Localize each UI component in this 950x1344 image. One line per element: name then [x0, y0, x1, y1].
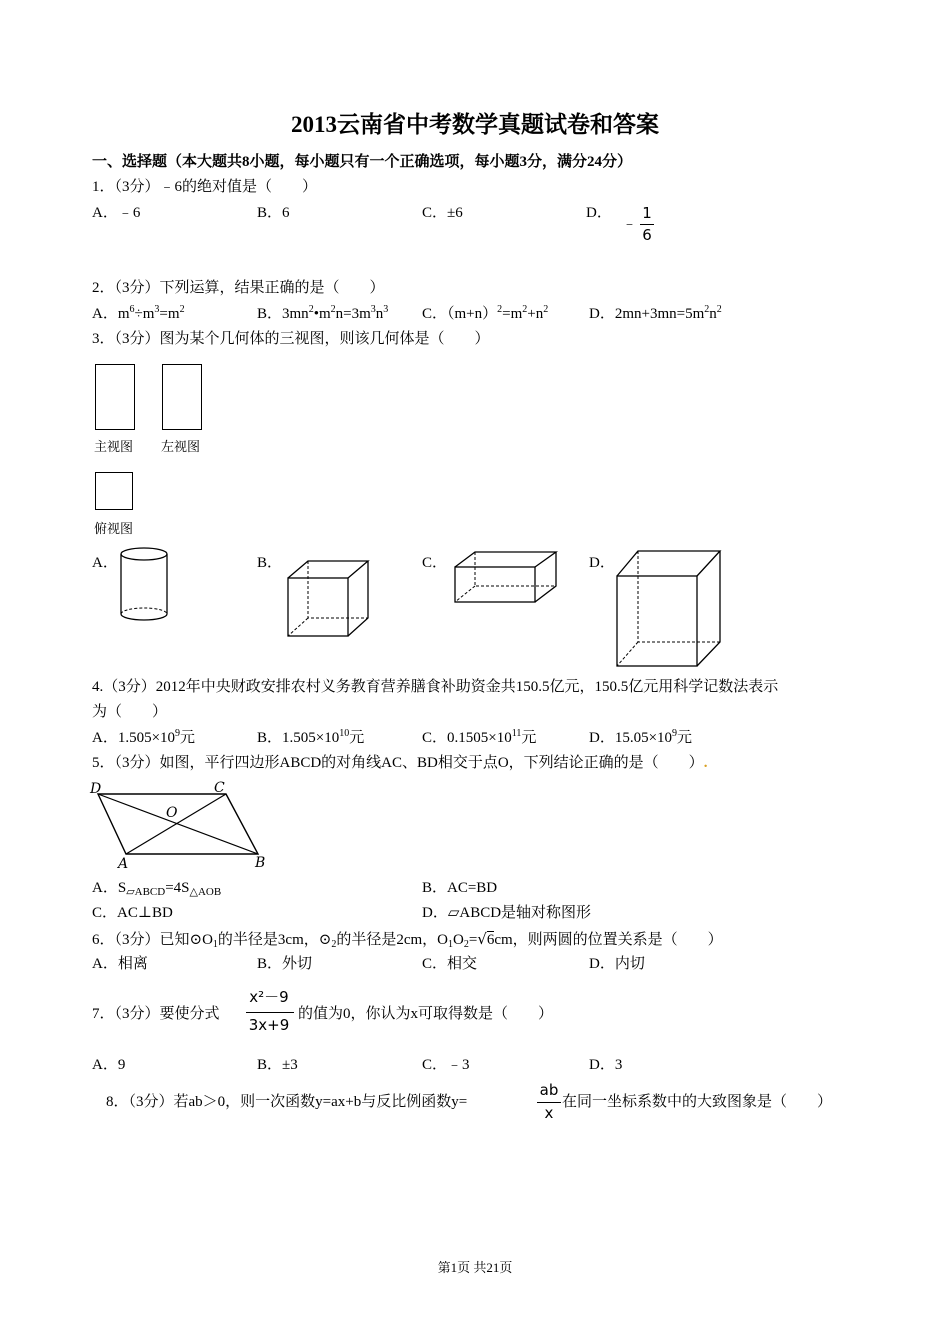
center-label-o: O: [166, 805, 178, 821]
cylinder-figure: [118, 546, 172, 626]
vertex-label-c: C: [214, 780, 225, 796]
top-view-caption: 俯视图: [94, 522, 134, 537]
question-1-stem: 1．（3分）﹣6的绝对值是（ ）: [92, 179, 318, 195]
cube-figure: [284, 558, 374, 640]
vertex-label-b: B: [255, 855, 266, 871]
question-5-stem: 5．（3分）如图，平行四边形ABCD的对角线AC、BD相交于点O，下列结论正确的是（ ）.: [92, 755, 708, 771]
sqrt-icon: √: [477, 930, 487, 948]
q1-option-d[interactable]: D．: [586, 205, 612, 221]
left-view-rect: [162, 364, 202, 430]
question-6-stem: 6．（3分）已知$⊙O_1$的半径是3cm，$⊙_2$的半径是2cm，$O_1O_2=√6cm$，则两圆的位置关系是（ ）: [92, 930, 723, 950]
q5-option-a[interactable]: A．$S_{▱ABCD}=4S_{\triangle AOB}$: [92, 880, 222, 898]
question-3-stem: 3．（3分）图为某个几何体的三视图，则该几何体是（ ）: [92, 331, 490, 347]
q2-option-d[interactable]: D．$2mn+3mn=5m^2n^2$: [589, 304, 722, 322]
q6-option-b[interactable]: B．外切: [257, 956, 313, 972]
q4-option-d[interactable]: D．$15.05\times 10^9$元: [589, 728, 693, 746]
q5-option-b[interactable]: B．AC=BD: [422, 880, 498, 896]
question-7-pre: 7．（3分）要使分式: [92, 1006, 220, 1022]
q7-option-d[interactable]: D．3: [589, 1057, 623, 1073]
q1-d-numerator: 1: [642, 204, 652, 222]
flat-box-figure: [452, 550, 562, 606]
q2-option-a[interactable]: A．$m^6\div m^3=m^2$: [92, 304, 185, 322]
q1-fraction-bar: [640, 224, 654, 225]
q1-d-sign: ﹣: [622, 214, 638, 232]
q5-option-c[interactable]: C．AC⊥BD: [92, 905, 173, 921]
question-8-pre: 8．（3分）若ab＞0，则一次函数y=ax+b与反比例函数y=: [106, 1094, 468, 1110]
q2-option-b[interactable]: B．$3mn^2•m^2n=3m^3n^3$: [257, 304, 389, 322]
parallelogram-figure: [88, 778, 278, 870]
front-view-rect: [95, 364, 135, 430]
q7-fraction-bar: [246, 1012, 294, 1013]
q7-option-a[interactable]: A．9: [92, 1057, 126, 1073]
question-4-line1: 4.（3分）2012年中央财政安排农村义务教育营养膳食补助资金共150.5亿元，150.5亿元用科学记数法表示: [92, 679, 779, 695]
q1-option-a[interactable]: A．﹣6: [92, 205, 141, 221]
vertex-label-a: A: [118, 856, 129, 872]
q3-option-d[interactable]: D．: [589, 555, 615, 571]
q8-fraction-bar: [537, 1102, 561, 1103]
question-2-stem: 2．（3分）下列运算，结果正确的是（ ）: [92, 280, 385, 296]
top-view-square: [95, 472, 133, 510]
q4-option-c[interactable]: C．$0.1505\times 10^{11}$元: [422, 728, 537, 746]
section-heading: 一、选择题（本大题共8小题，每小题只有一个正确选项，每小题3分，满分24分）: [92, 154, 633, 170]
tall-box-figure: [614, 548, 724, 670]
question-7-post: 的值为0，你认为x可取得数是（ ）: [298, 1006, 554, 1022]
vertex-label-d: D: [90, 781, 102, 797]
marker-dot: .: [703, 755, 708, 771]
question-4-line2: 为（ ）: [92, 704, 168, 720]
q7-option-b[interactable]: B．±3: [257, 1057, 298, 1073]
q1-option-b[interactable]: B．6: [257, 205, 290, 221]
left-view-caption: 左视图: [161, 440, 201, 455]
q1-d-denominator: 6: [642, 226, 652, 244]
question-8-post: 在同一坐标系数中的大致图象是（ ）: [562, 1094, 833, 1110]
page-title: 2013云南省中考数学真题试卷和答案: [291, 112, 659, 137]
q8-denominator: x: [544, 1104, 554, 1122]
q7-option-c[interactable]: C．﹣3: [422, 1057, 470, 1073]
q8-numerator: ab: [539, 1081, 559, 1099]
page-footer: 第1页 共21页: [437, 1260, 513, 1275]
q6-option-a[interactable]: A．相离: [92, 956, 148, 972]
front-view-caption: 主视图: [94, 440, 134, 455]
q1-option-c[interactable]: C．±6: [422, 205, 463, 221]
q3-option-a[interactable]: A．: [92, 555, 118, 571]
q4-option-b[interactable]: B．$1.505\times 10^{10}$元: [257, 728, 365, 746]
q5-option-d[interactable]: D．▱ABCD是轴对称图形: [422, 905, 592, 921]
radicand: 6: [486, 932, 495, 948]
q2-option-c[interactable]: C．$(m+n)^2=m^2+n^2$: [422, 304, 549, 322]
q4-option-a[interactable]: A．$1.505\times 10^9$元: [92, 728, 196, 746]
q3-option-c[interactable]: C．: [422, 555, 448, 571]
q6-option-c[interactable]: C．相交: [422, 956, 478, 972]
q6-option-d[interactable]: D．内切: [589, 956, 645, 972]
q3-option-b[interactable]: B．: [257, 555, 283, 571]
q7-denominator: 3x+9: [248, 1016, 290, 1034]
q7-numerator: x²－9: [249, 988, 289, 1006]
